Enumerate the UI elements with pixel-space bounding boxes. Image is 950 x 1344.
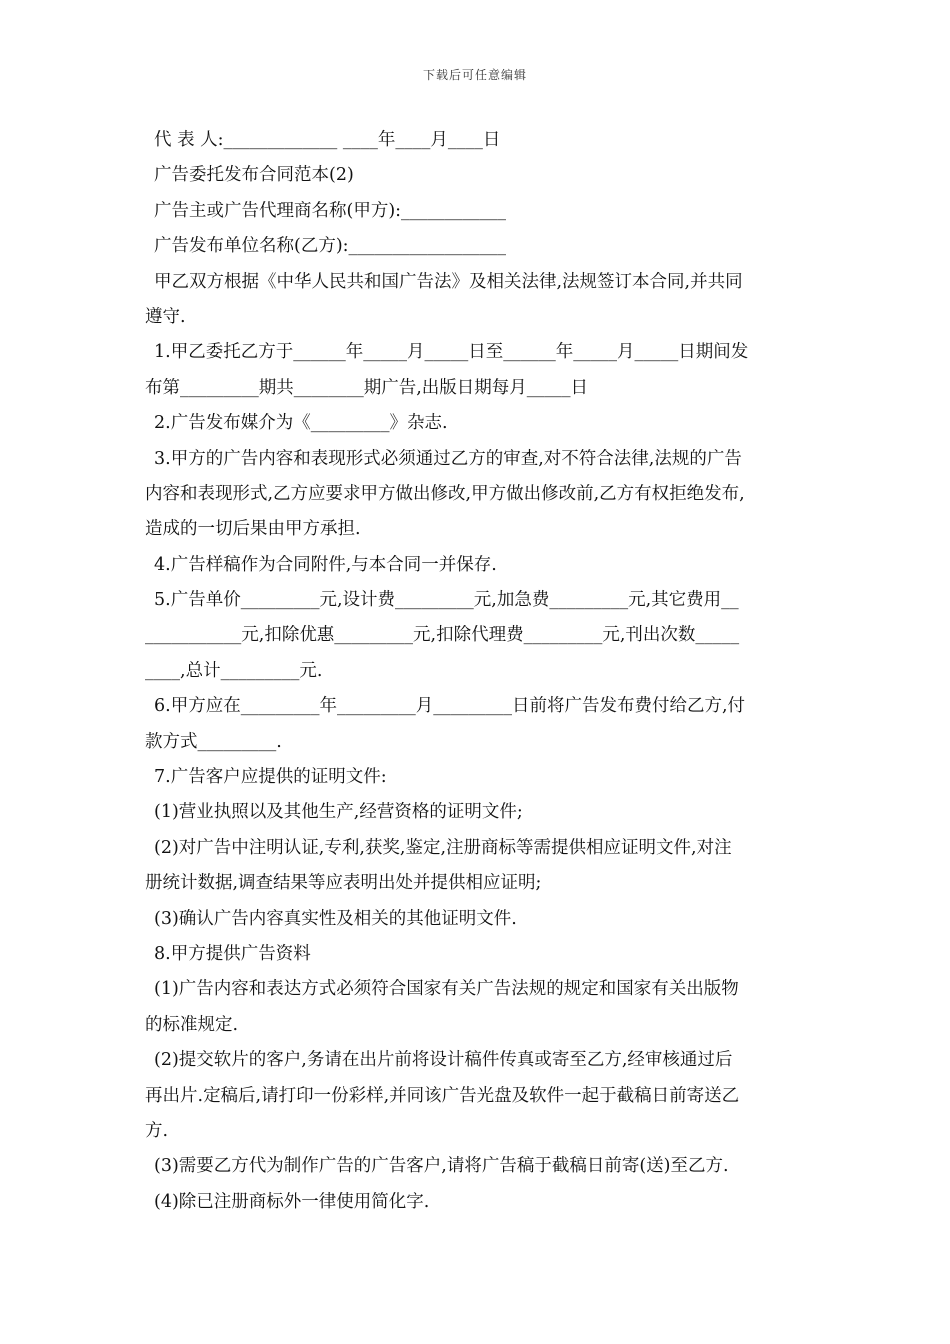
clause-6-line: 6.甲方应在_________年_________月_________日前将广告发布费付给乙方,付	[154, 696, 746, 717]
clause-7-item-3: (3)确认广告内容真实性及相关的其他证明文件.	[154, 908, 517, 929]
clause-7-item-1: (1)营业执照以及其他生产,经营资格的证明文件;	[154, 802, 523, 823]
document-body	[145, 123, 810, 1220]
clause-2-line: 2.广告发布媒介为《_________》杂志.	[154, 413, 448, 434]
clause-7-item-2: (2)对广告中注明认证,专利,获奖,鉴定,注册商标等需提供相应证明文件,对注	[154, 837, 732, 858]
clause-3-line: 3.甲方的广告内容和表现形式必须通过乙方的审查,对不符合法律,法规的广告	[154, 448, 742, 469]
clause-5-line: 5.广告单价_________元,设计费_________元,加急费_________元,其它费用__	[154, 590, 739, 611]
party-b-field: 广告发布单位名称(乙方):__________________	[154, 236, 507, 257]
clause-8-item-2: (2)提交软片的客户,务请在出片前将设计稿件传真或寄至乙方,经审核通过后	[154, 1050, 733, 1071]
preamble-line: 甲乙双方根据《中华人民共和国广告法》及相关法律,法规签订本合同,并共同	[154, 271, 743, 292]
clause-8-item-1: 的标准规定.	[145, 1014, 239, 1035]
clause-7-item-2: 册统计数据,调查结果等应表明出处并提供相应证明;	[145, 873, 542, 894]
clause-3-line: 内容和表现形式,乙方应要求甲方做出修改,甲方做出修改前,乙方有权拒绝发布,	[145, 483, 745, 504]
clause-7-heading: 7.广告客户应提供的证明文件:	[154, 767, 387, 788]
party-a-field: 广告主或广告代理商名称(甲方):____________	[154, 200, 507, 221]
clause-4-line: 4.广告样稿作为合同附件,与本合同一并保存.	[154, 554, 497, 575]
document-title: 广告委托发布合同范本(2)	[154, 165, 354, 186]
clause-6-line: 款方式_________.	[145, 731, 282, 752]
preamble-line: 遵守.	[145, 306, 186, 327]
clause-8-item-4: (4)除已注册商标外一律使用简化字.	[154, 1191, 430, 1212]
clause-5-line: ___________元,扣除优惠_________元,扣除代理费_________元,刊出次数_____	[145, 625, 740, 646]
clause-1-line: 1.甲乙委托乙方于______年_____月_____日至______年_____月_____日期间发	[154, 342, 749, 363]
clause-8-heading: 8.甲方提供广告资料	[154, 943, 311, 964]
page-header-note: 下载后可任意编辑	[422, 68, 527, 82]
representative-date-line: 代 表 人:_____________ ____年____月____日	[154, 130, 501, 150]
clause-8-item-2: 方.	[145, 1120, 169, 1141]
clause-8-item-1: (1)广告内容和表达方式必须符合国家有关广告法规的规定和国家有关出版物	[154, 979, 739, 1000]
clause-8-item-3: (3)需要乙方代为制作广告的广告客户,请将广告稿于截稿日前寄(送)至乙方.	[154, 1156, 729, 1177]
clause-1-line: 布第_________期共________期广告,出版日期每月_____日	[145, 377, 589, 398]
clause-5-line: ____,总计_________元.	[145, 660, 323, 681]
clause-8-item-2: 再出片.定稿后,请打印一份彩样,并同该广告光盘及软件一起于截稿日前寄送乙	[145, 1085, 740, 1106]
clause-3-line: 造成的一切后果由甲方承担.	[145, 519, 361, 540]
